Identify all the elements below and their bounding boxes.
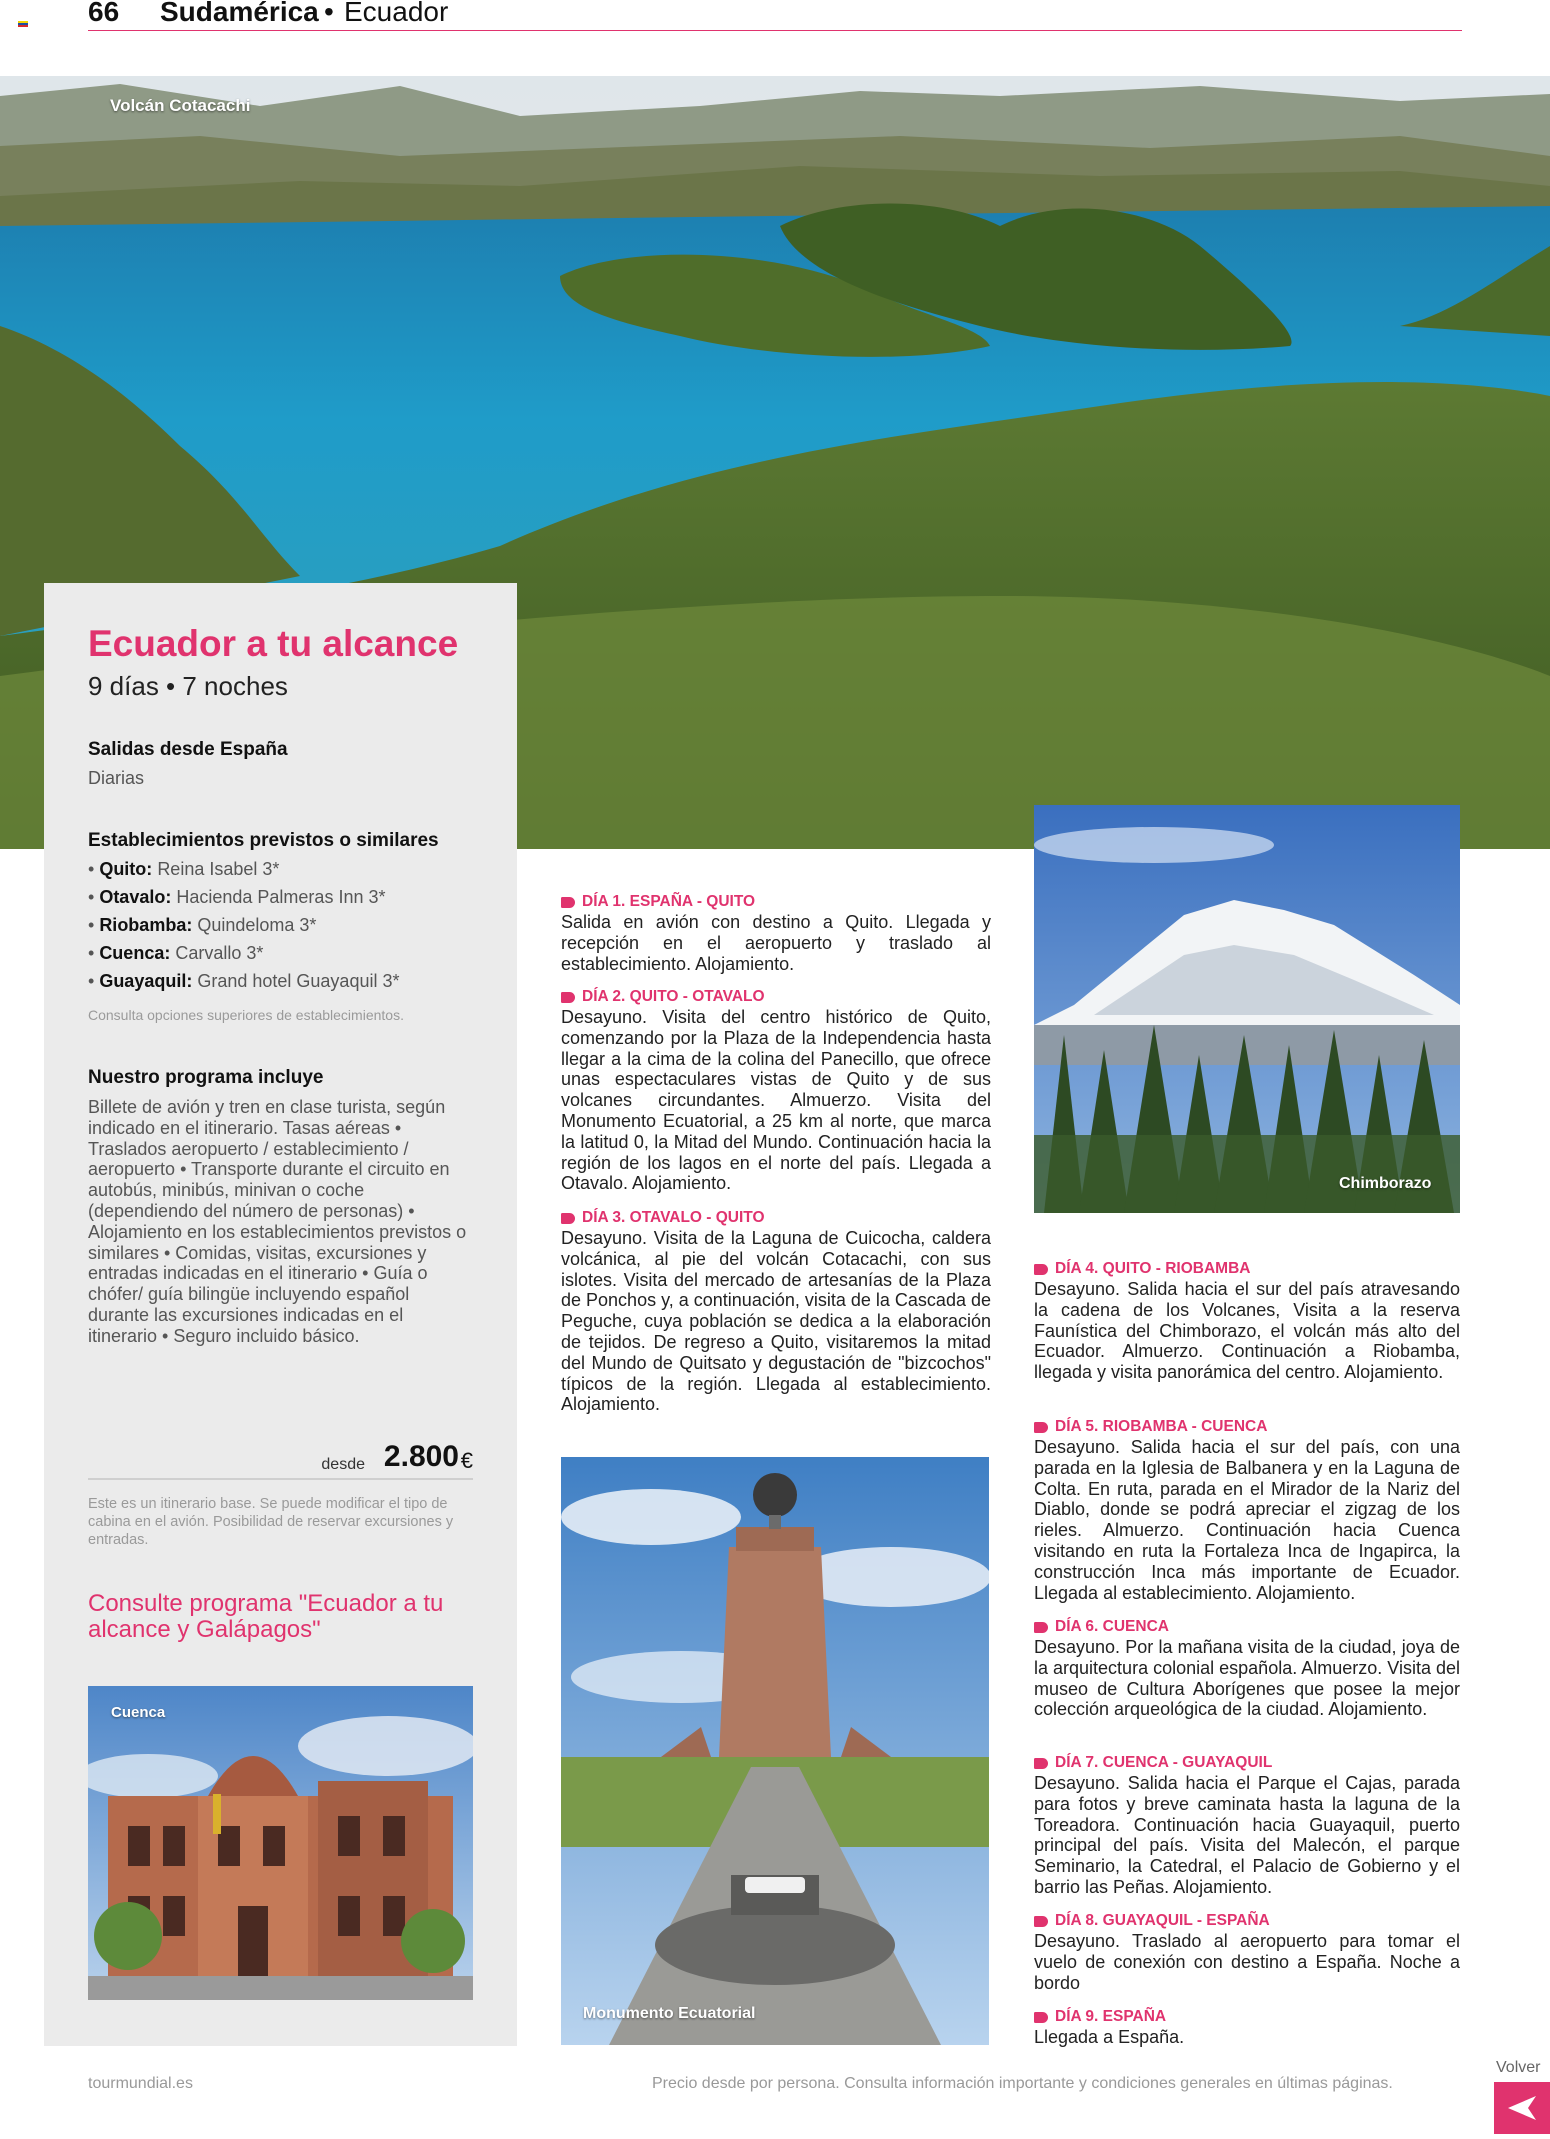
photo-caption-cuenca: Cuenca — [111, 1704, 166, 1721]
arrow-tag-icon — [1034, 1622, 1048, 1633]
includes-heading: Nuestro programa incluye — [88, 1067, 324, 1088]
day-8-block — [1034, 1911, 1460, 1993]
photo-caption-monumento: Monumento Ecuatorial — [583, 2005, 756, 2022]
arrow-tag-icon — [1034, 1264, 1048, 1275]
establishments-list — [88, 855, 399, 995]
day-2-heading: DÍA 2. QUITO - OTAVALO — [561, 987, 991, 1007]
footer-note: Precio desde por persona. Consulta información importante y condiciones generales en últimas páginas. — [652, 2075, 1393, 2092]
photo-caption-chimborazo: Chimborazo — [1339, 1175, 1432, 1192]
arrow-tag-icon — [561, 1213, 575, 1224]
includes-text: Billete de avión y tren en clase turista, según indicado en el itinerario. Tasas aéreas • Traslados aeropuerto / establecimiento / aeropuerto • Transporte durante el circuito en autobús, minibús, minivan o coche (dependiendo del número de personas) • Alojamiento en los establecimientos previstos o similares • Comidas, visitas, excursiones y entradas indicadas en el itinerario • Guía o chófer/ guía bilingüe incluyendo español durante las excursiones indicadas en el itinerario • Seguro incluido básico. — [88, 1097, 467, 1346]
trip-duration: 9 días • 7 noches — [88, 671, 288, 701]
day-1-block — [561, 892, 991, 974]
establishment-item: • Riobamba: Quindeloma 3* — [88, 915, 317, 935]
arrow-tag-icon — [1034, 1758, 1048, 1769]
day-2-block — [561, 987, 991, 1194]
itinerary-base-note: Este es un itinerario base. Se puede modificar el tipo de cabina en el avión. Posibilidad de reservar excursiones y entradas. — [88, 1496, 454, 1548]
day-5-text: Desayuno. Salida hacia el sur del país, con una parada en la Iglesia de Balbanera y en la Laguna de Colta. En ruta, parada en el Mirador de la Nariz del Diablo, donde se podrá apreciar el zigzag de los rieles. Almuerzo. Continuación hacia Cuenca visitando en ruta la Fortaleza Inca de Ingapirca, la construcción Inca más importante de Ecuador. Llegada al establecimiento. Alojamiento. — [1034, 1437, 1460, 1603]
photo-caption-cotacachi: Volcán Cotacachi — [110, 96, 251, 115]
day-3-heading: DÍA 3. OTAVALO - QUITO — [561, 1208, 991, 1228]
establishment-item: • Guayaquil: Grand hotel Guayaquil 3* — [88, 971, 400, 991]
trip-title: Ecuador a tu alcance — [88, 623, 459, 664]
cuenca-building-illustration — [88, 1686, 473, 2000]
departures-value: Diarias — [88, 768, 145, 788]
arrow-tag-icon — [1034, 1916, 1048, 1927]
trip-info-panel — [44, 583, 517, 2046]
day-6-text: Desayuno. Por la mañana visita de la ciudad, joya de la arquitectura colonial española. Almuerzo. Visita del museo de Cultura Aborígenes que posee la mejor colección arqueológica de la ciudad. Alojamiento. — [1034, 1637, 1460, 1720]
day-9-heading: DÍA 9. ESPAÑA — [1034, 2007, 1460, 2027]
day-5-block — [1034, 1417, 1460, 1603]
arrow-tag-icon — [561, 897, 575, 908]
day-6-block — [1034, 1617, 1460, 1720]
page-header — [88, 0, 1462, 31]
day-7-block — [1034, 1753, 1460, 1898]
day-7-text: Desayuno. Salida hacia el Parque el Cajas, parada para fotos y breve caminata hasta la laguna de la Toreadora. Continuación hacia Guayaquil, puerto principal del país. Visita del Malecón, el parque Seminario, la Catedral, el Palacio de Gobierno y el barrio las Peñas. Alojamiento. — [1034, 1773, 1460, 1897]
day-2-text: Desayuno. Visita del centro histórico de Quito, comenzando por la Plaza de la Independencia hasta llegar a la cima de la colina del Panecillo, que ofrece unas espectaculares vistas de Quito y de sus volcanes circundantes. Almuerzo. Visita del Monumento Ecuatorial, a 25 km al norte, que marca la latitud 0, la Mitad del Mundo. Continuación hacia la región de los lagos en el norte del país. Llegada a Otavalo. Alojamiento. — [561, 1007, 991, 1194]
footer-website[interactable]: tourmundial.es — [88, 2075, 193, 2092]
chimborazo-photo — [1034, 805, 1460, 1213]
day-8-heading: DÍA 8. GUAYAQUIL - ESPAÑA — [1034, 1911, 1460, 1931]
price-from-label: desde — [321, 1456, 365, 1473]
day-4-text: Desayuno. Salida hacia el sur del país atravesando la cadena de los Volcanes, Visita a la reserva Faunística del Chimborazo, el volcán más alto del Ecuador. Almuerzo. Continuación a Riobamba, llegada y visita panorámica del centro. Alojamiento. — [1034, 1279, 1460, 1383]
day-9-block — [1034, 2007, 1460, 2048]
arrow-tag-icon — [1034, 1422, 1048, 1433]
arrow-tag-icon — [1034, 2012, 1048, 2023]
establishment-item: • Cuenca: Carvallo 3* — [88, 943, 264, 963]
price-box — [88, 1438, 473, 1480]
cuenca-photo — [88, 1686, 473, 2000]
establishments-heading: Establecimientos previstos o similares — [88, 830, 439, 851]
day-5-heading: DÍA 5. RIOBAMBA - CUENCA — [1034, 1417, 1460, 1437]
page-number: 66 — [88, 0, 120, 27]
monument-illustration — [561, 1457, 989, 2045]
arrow-tag-icon — [561, 992, 575, 1003]
day-9-text: Llegada a España. — [1034, 2027, 1185, 2047]
day-4-block — [1034, 1259, 1460, 1383]
establishments-note: Consulta opciones superiores de establecimientos. — [88, 1007, 404, 1023]
back-arrow-icon — [1494, 2082, 1550, 2134]
monumento-ecuatorial-photo — [561, 1457, 989, 2045]
day-1-text: Salida en avión con destino a Quito. Llegada y recepción en el aeropuerto y traslado al establecimiento. Alojamiento. — [561, 912, 991, 974]
day-7-heading: DÍA 7. CUENCA - GUAYAQUIL — [1034, 1753, 1460, 1773]
header-separator: • — [324, 0, 334, 27]
price-value: 2.800 — [383, 1440, 459, 1473]
departures-heading: Salidas desde España — [88, 739, 288, 760]
day-1-heading: DÍA 1. ESPAÑA - QUITO — [561, 892, 991, 912]
flag-icon — [18, 21, 28, 27]
back-button[interactable] — [1494, 2082, 1550, 2134]
country-title: Ecuador — [344, 0, 449, 27]
establishments-list-container — [88, 855, 399, 995]
day-3-text: Desayuno. Visita de la Laguna de Cuicocha, caldera volcánica, al pie del volcán Cotacachi, con sus islotes. Visita del mercado de artesanías de la Plaza de Ponchos y, a continuación, visita de la Cascada de Peguche, cuya población se dedica a la elaboración de tejidos. De regreso a Quito, visitaremos la mitad del Mundo de Quitsato y degustación de "bizcochos" típicos de la región. Llegada al establecimiento. Alojamiento. — [561, 1228, 991, 1415]
region-title: Sudamérica — [160, 0, 319, 27]
day-3-block — [561, 1208, 991, 1415]
price-currency: € — [460, 1448, 473, 1473]
volcano-illustration — [1034, 805, 1460, 1213]
consult-program-link[interactable]: Consulte programa "Ecuador a tu alcance y Galápagos" — [88, 1590, 444, 1643]
establishment-item: • Quito: Reina Isabel 3* — [88, 859, 280, 879]
day-6-heading: DÍA 6. CUENCA — [1034, 1617, 1460, 1637]
day-4-heading: DÍA 4. QUITO - RIOBAMBA — [1034, 1259, 1460, 1279]
back-label[interactable]: Volver — [1496, 2059, 1541, 2076]
day-8-text: Desayuno. Traslado al aeropuerto para tomar el vuelo de conexión con destino a España. Noche a bordo — [1034, 1931, 1460, 1993]
establishment-item: • Otavalo: Hacienda Palmeras Inn 3* — [88, 887, 386, 907]
